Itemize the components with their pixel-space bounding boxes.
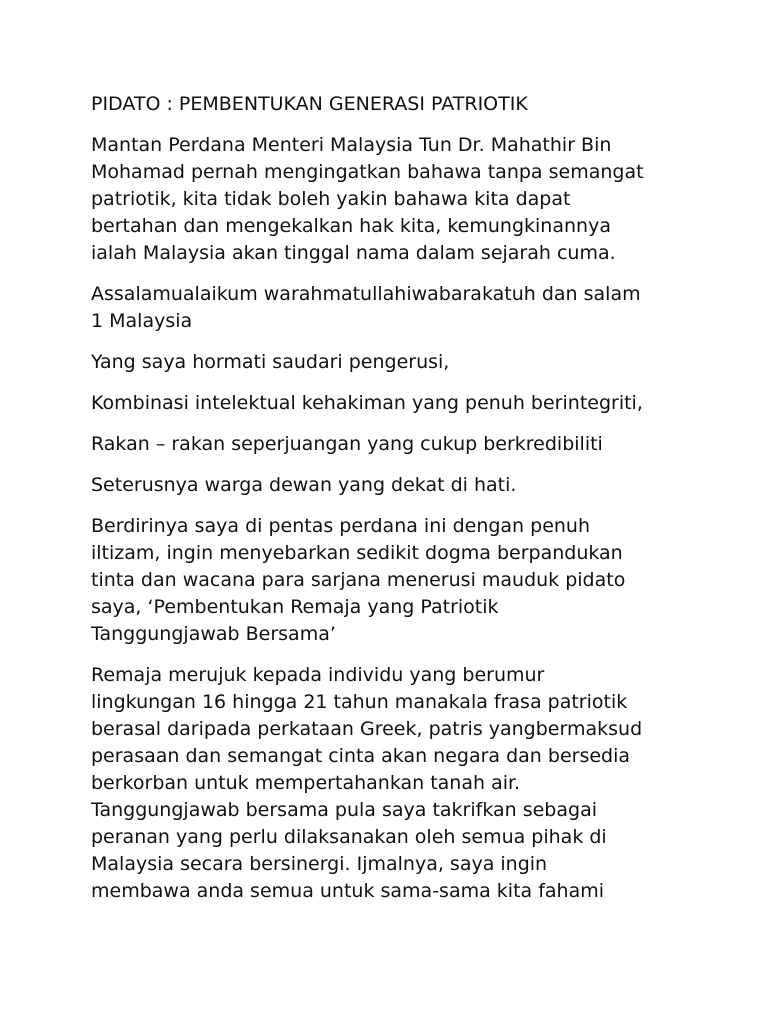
paragraph-salutation-chair: Yang saya hormati saudari pengerusi, [91, 351, 450, 373]
document-body [91, 91, 691, 919]
paragraph-salutation-judges: Kombinasi intelektual kehakiman yang penuh berintegriti, [91, 392, 643, 414]
paragraph-greeting: Assalamualaikum warahmatullahiwabarakatuh dan salam 1 Malaysia [91, 283, 641, 332]
document-title: PIDATO : PEMBENTUKAN GENERASI PATRIOTIK [91, 93, 528, 115]
paragraph-definitions: Remaja merujuk kepada individu yang berumur lingkungan 16 hingga 21 tahun manakala frasa patriotik berasal daripada perkataan Greek, patris yangbermaksud perasaan dan semangat cinta akan negara dan bersedia berkorban untuk mempertahankan tanah air. Tanggungjawab bersama pula saya takrifkan sebagai peranan yang perlu dilaksanakan oleh semua pihak di Malaysia secara bersinergi. Ijmalnya, saya ingin membawa anda semua untuk sama-sama kita fahami [91, 664, 643, 902]
paragraph-quote: Mantan Perdana Menteri Malaysia Tun Dr. Mahathir Bin Mohamad pernah mengingatkan bahawa tanpa semangat patriotik, kita tidak boleh yakin bahawa kita dapat bertahan dan mengekalkan hak kita, kemungkinannya ialah Malaysia akan tinggal nama dalam sejarah cuma. [91, 134, 644, 264]
paragraph-salutation-peers: Rakan – rakan seperjuangan yang cukup berkredibiliti [91, 433, 603, 455]
paragraph-introduction: Berdirinya saya di pentas perdana ini dengan penuh iltizam, ingin menyebarkan sedikit dogma berpandukan tinta dan wacana para sarjana menerusi mauduk pidato saya, ‘Pembentukan Remaja yang Patriotik Tanggungjawab Bersama’ [91, 515, 626, 645]
paragraph-salutation-audience: Seterusnya warga dewan yang dekat di hati. [91, 474, 517, 496]
